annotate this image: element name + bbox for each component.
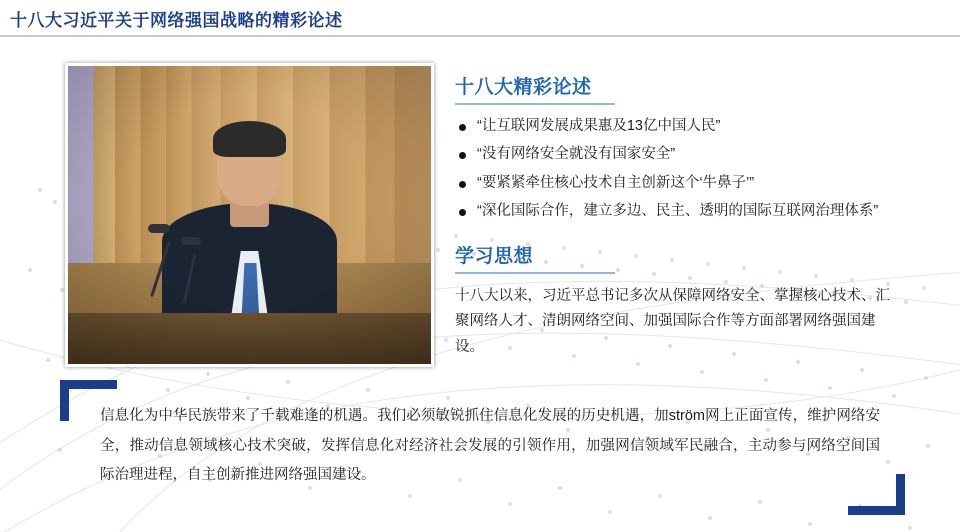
- photo-vignette: [68, 66, 431, 364]
- content-column: [455, 72, 950, 360]
- speech-photo: [65, 63, 434, 367]
- title-bar: [0, 0, 960, 36]
- heading-underline: [455, 103, 615, 105]
- heading-underline: [455, 272, 615, 274]
- page-title: 十八大习近平关于网络强国战略的精彩论述: [10, 11, 343, 30]
- title-divider: [0, 35, 960, 37]
- callout-paragraph: 信息化为中华民族带来了千载难逢的机遇。我们必须敏锐抓住信息化发展的历史机遇，加ström网上正面宣传，维护网络安全，推动信息领域核心技术突破，发挥信息化对经济社会发展的引领作用，加强网信领域军民融合，主动参与网络空间国际治理进程，自主创新推进网络强国建设。: [100, 408, 880, 484]
- list-item: “深化国际合作，建立多边、民主、透明的国际互联网治理体系”: [455, 200, 950, 222]
- list-item: “让互联网发展成果惠及13亿中国人民”: [455, 115, 950, 137]
- section-heading-quotes: 十八大精彩论述: [455, 77, 592, 98]
- list-item: “没有网络安全就没有国家安全”: [455, 143, 950, 165]
- section-heading-thoughts: 学习思想: [455, 245, 534, 267]
- quote-list: [455, 115, 950, 223]
- photo-backdrop: [68, 66, 431, 364]
- thoughts-paragraph: 十八大以来，习近平总书记多次从保障网络安全、掌握核心技术、汇聚网络人才、清朗网络空间、加强国际合作等方面部署网络强国建设。: [455, 287, 890, 355]
- callout-block: [60, 380, 905, 515]
- list-item: “要紧紧牵住核心技术自主创新这个‘牛鼻子’”: [455, 172, 950, 194]
